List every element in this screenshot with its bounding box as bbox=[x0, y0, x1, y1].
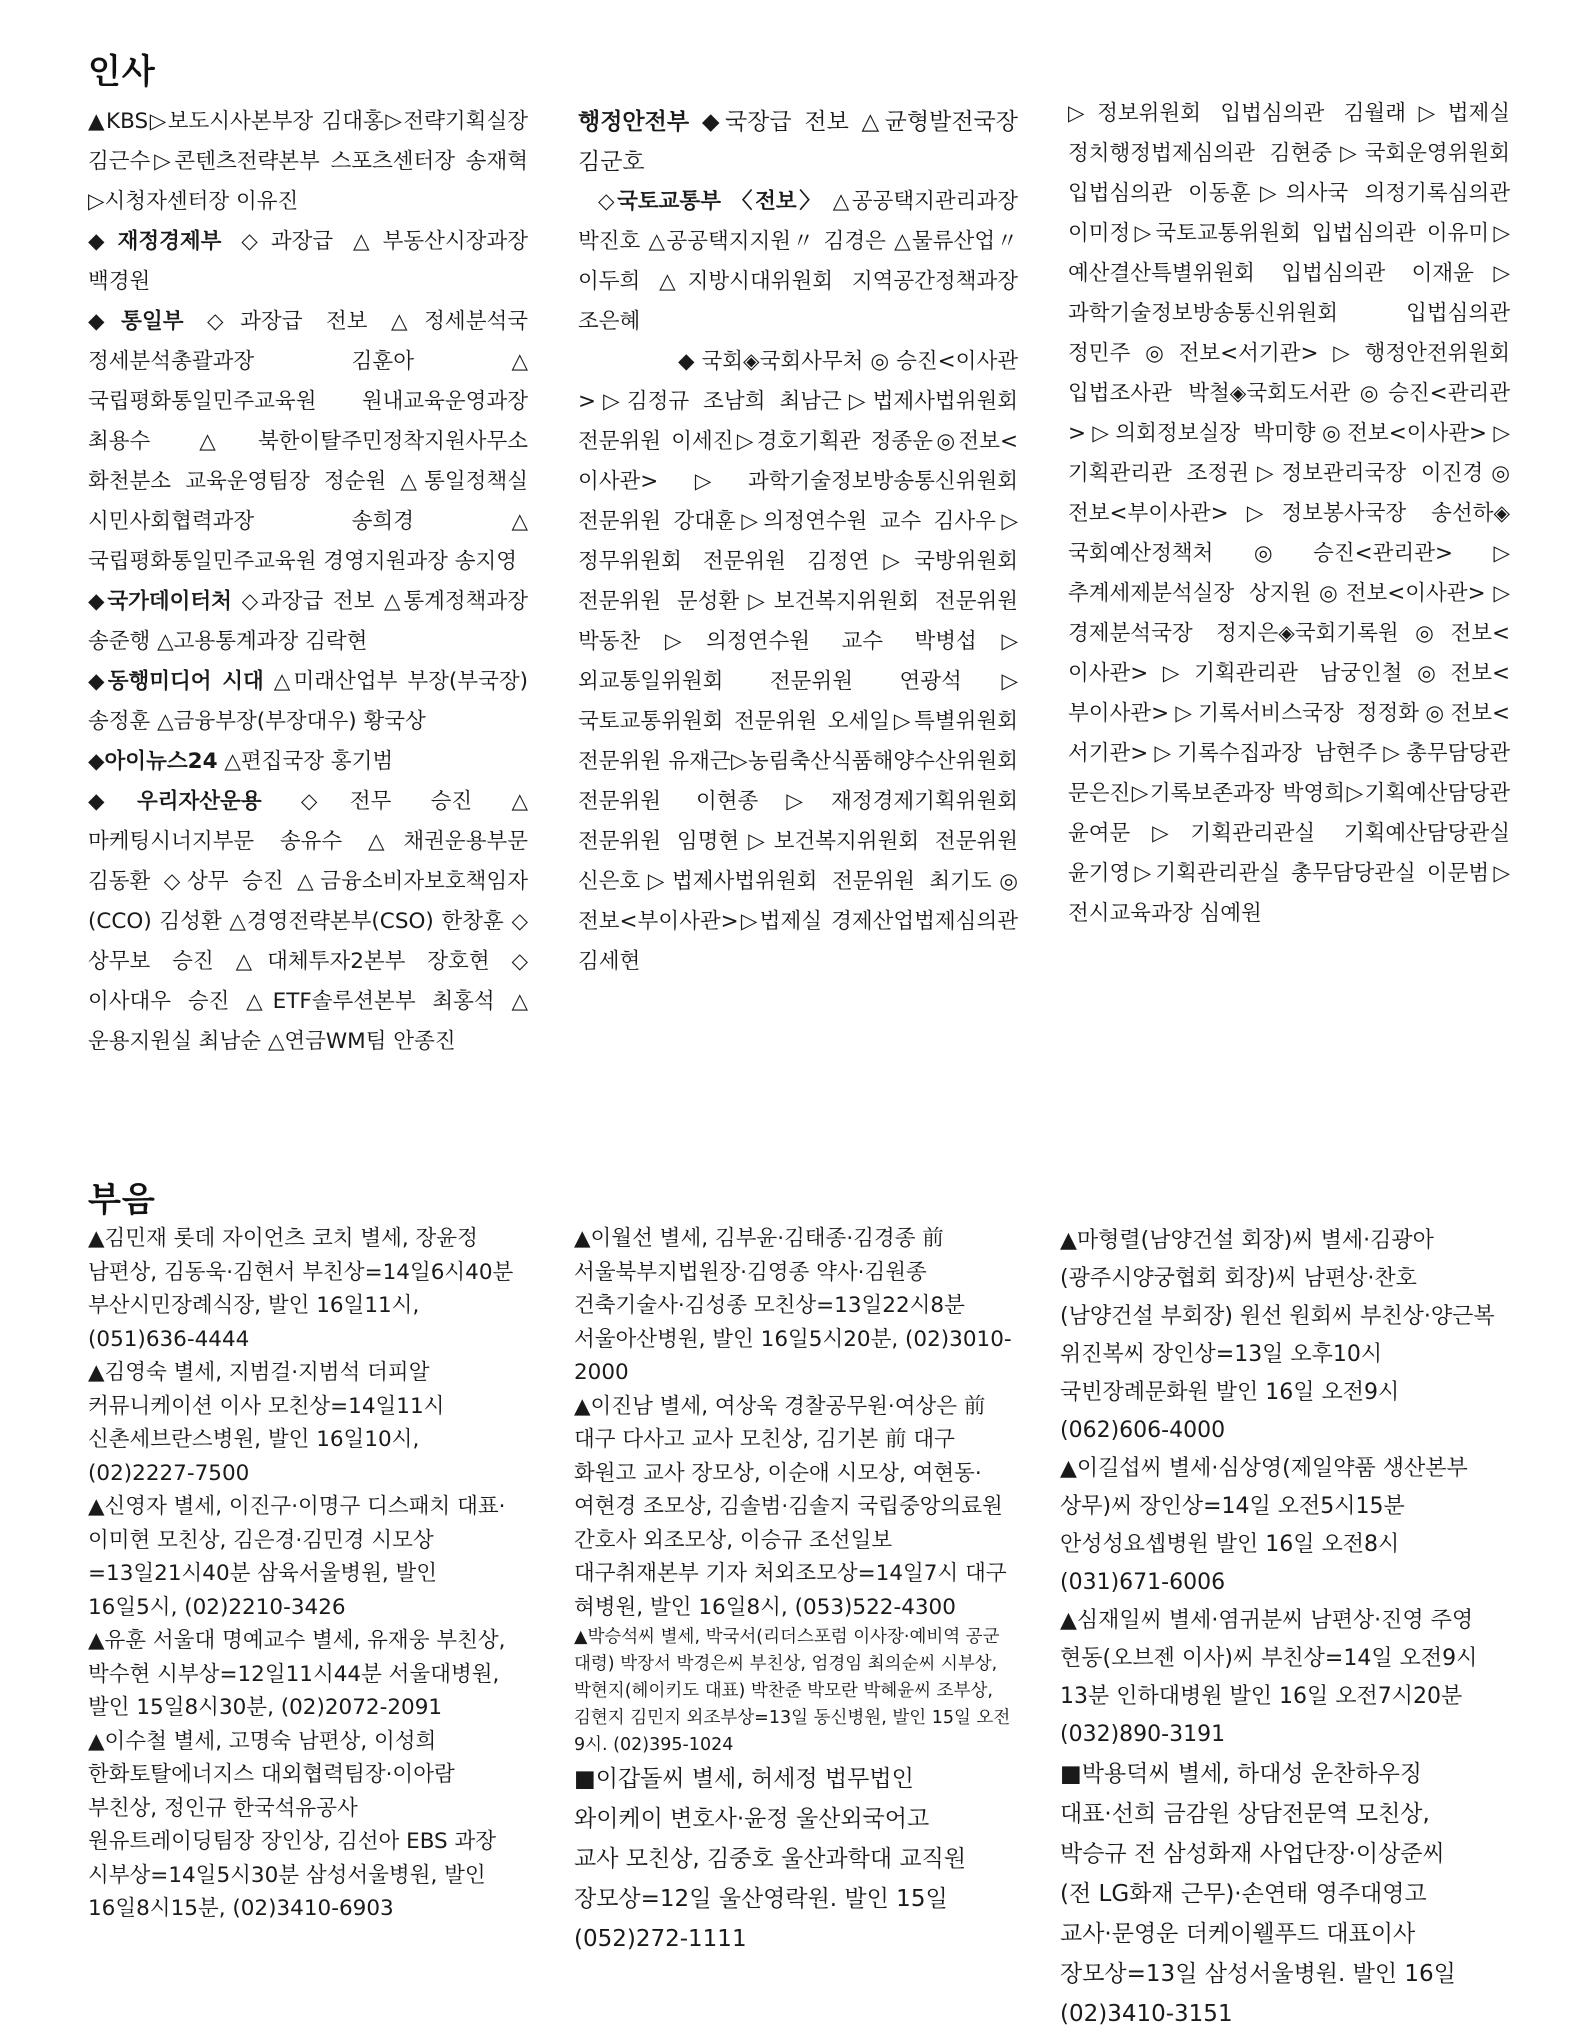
obituary-entry: ■박용덕씨 별세, 하대성 운찬하우징 대표·선희 금감원 상담전문역 모친상, 박승규 전 삼성화재 사업단장·이상준씨(전 LG화재 근무)·손연태 영주대영고 교사·문영운 더케이웰푸드 대표이사 장모상=13일 삼성서울병원. 발인 16일 (02)3410-3151 bbox=[1060, 1761, 1456, 2027]
entry-text: ◆국회◈국회사무처◎승진<이사관>▷김정규 조남희 최남근▷법제사법위원회 전문위원 이세진▷경호기획관 정종운◎전보<이사관>▷과학기술정보방송통신위원회 전문위원 강대훈▷의정연수원 교수 김사우▷정무위원회 전문위원 김정연▷국방위원회 전문위원 문성환▷보건복지위원회 전문위원 박동찬▷의정연수원 교수 박병섭▷외교통일위원회 전문위원 연광석▷국토교통위원회 전문위원 오세일▷특별위원회 전문위원 유재근▷농림축산식품해양수산위원회 전문위원 이현종▷재정경제기획위원회 전문위원 임명현▷보건복지위원회 전문위원 신은호▷법제사법위원회 전문위원 최기도◎전보<부이사관>▷법제실 경제산업법제심의관 김세현 bbox=[578, 349, 1018, 974]
obituary-column-3 bbox=[1060, 1222, 1500, 2034]
personnel-column-3 bbox=[1068, 94, 1510, 934]
entry-heading: ◆우리자산운용 bbox=[88, 789, 262, 814]
personnel-entry bbox=[88, 102, 528, 222]
obituary-entry: ■이갑돌씨 별세, 허세정 법무법인 와이케이 변호사·윤정 울산외국어고 교사 모친상, 김중호 울산과학대 교직원 장모상=12일 울산영락원. 발인 15일 (052)272-1111 bbox=[574, 1766, 967, 1952]
obituary-column-2 bbox=[574, 1222, 1014, 1959]
obituary-column-1 bbox=[88, 1222, 528, 1926]
entry-text: ◇과장급 전보 △정세분석국 정세분석총괄과장 김훈아 △국립평화통일민주교육원 원내교육운영과장 최용수 △북한이탈주민정착지원사무소 화천분소 교육운영팀장 정순원 △통일정책실 시민사회협력과장 송희경 △국립평화통일민주교육원 경영지원과장 송지영 bbox=[88, 309, 529, 574]
personnel-entry bbox=[88, 302, 528, 582]
personnel-entry bbox=[578, 182, 1018, 342]
personnel-entry bbox=[88, 662, 528, 742]
personnel-column-1 bbox=[88, 102, 528, 1062]
obituary-entry: ▲이월선 별세, 김부윤·김태종·김경종 前 서울북부지법원장·김영종 약사·김원종 건축기술사·김성종 모친상=13일22시8분 서울아산병원, 발인 16일5시20분, (02)3010-2000 bbox=[574, 1226, 1012, 1385]
personnel-entry bbox=[88, 742, 528, 782]
personnel-entry bbox=[1068, 94, 1510, 934]
entry-heading: ◆재정경제부 bbox=[88, 229, 222, 254]
entry-text: ◇전무 승진 △마케팅시너지부문 송유수 △채권운용부문 김동환 ◇상무 승진 △금융소비자보호책임자(CCO) 김성환 △경영전략본부(CSO) 한창훈 ◇상무보 승진 △대체투자2본부 장호현 ◇이사대우 승진 △ETF솔루션본부 최홍석 △운용지원실 최남순 △연금WM팀 안종진 bbox=[88, 789, 528, 1054]
entry-text: △미래산업부 부장(부국장) 송정훈 △금융부장(부장대우) 황국상 bbox=[88, 669, 529, 734]
entry-text: △편집국장 홍기범 bbox=[217, 749, 394, 774]
obituary-entry: ▲유훈 서울대 명예교수 별세, 유재웅 부친상, 박수현 시부상=12일11시44분 서울대병원, 발인 15일8시30분, (02)2072-2091 bbox=[88, 1628, 506, 1720]
obituary-entry: ▲마형렬(남양건설 회장)씨 별세·김광아(광주시양궁협회 회장)씨 남편상·찬호(남양건설 부회장) 원선 원회씨 부친상·양근복 위진복씨 장인상=13일 오후10시 국빈장례문화원 발인 16일 오전9시 (062)606-4000 bbox=[1060, 1228, 1495, 1443]
personnel-entry bbox=[88, 222, 528, 302]
entry-heading: 행정안전부 bbox=[578, 109, 690, 135]
obituary-entry: ▲이진남 별세, 여상욱 경찰공무원·여상은 前 대구 다사고 교사 모친상, 김기본 前 대구 화원고 교사 장모상, 이순애 시모상, 여현동·여현경 조모상, 김솔범·김솔지 국립중앙의료원 간호사 외조모상, 이승규 조선일보 대구취재본부 기자 처외조모상=14일7시 대구 혀병원, 발인 16일8시, (053)522-4300 bbox=[574, 1393, 1007, 1620]
obituary-entry: ▲김영숙 별세, 지범걸·지범석 더피알 커뮤니케이션 이사 모친상=14일11시 신촌세브란스병원, 발인 16일10시, (02)2227-7500 bbox=[88, 1360, 445, 1486]
obituary-entry: ▲이길섭씨 별세·심상영(제일약품 생산본부 상무)씨 장인상=14일 오전5시15분 안성성요셉병원 발인 16일 오전8시 (031)671-6006 bbox=[1060, 1456, 1468, 1595]
obituary-entry: ▲박승석씨 별세, 박국서(리더스포럼 이사장·예비역 공군 대령) 박장서 박경은씨 부친상, 엄경임 최의순씨 시부상, 박현지(헤이키도 대표) 박찬준 박모란 박혜윤씨 조부상, 김현지 김민지 외조부상=13일 동신병원, 발인 15일 오전 9시. (02)395-1024 bbox=[574, 1627, 1011, 1755]
entry-text: ▲KBS▷보도시사본부장 김대홍▷전략기획실장 김근수▷콘텐츠전략본부 스포츠센터장 송재혁▷시청자센터장 이유진 bbox=[88, 109, 528, 214]
entry-heading: ◆동행미디어 시대 bbox=[88, 669, 264, 694]
personnel-entry bbox=[578, 102, 1018, 182]
section-title-obituaries: 부음 bbox=[88, 1180, 156, 1220]
entry-heading: ◆국가데이터처 bbox=[88, 589, 232, 614]
entry-text: ◇과장급 전보 △통계정책과장 송준행 △고용통계과장 김락현 bbox=[88, 589, 528, 654]
obituary-entry: ▲김민재 롯데 자이언츠 코치 별세, 장윤정 남편상, 김동욱·김현서 부친상=14일6시40분 부산시민장례식장, 발인 16일11시, (051)636-4444 bbox=[88, 1226, 514, 1352]
entry-text: ◆국장급 전보 △균형발전국장 김군호 bbox=[578, 109, 1018, 175]
personnel-column-2 bbox=[578, 102, 1018, 982]
personnel-entry bbox=[88, 582, 528, 662]
entry-text: ▷정보위원회 입법심의관 김월래▷법제실 정치행정법제심의관 김현중▷국회운영위원회 입법심의관 이동훈▷의사국 의정기록심의관 이미정▷국토교통위원회 입법심의관 이유미▷예산결산특별위원회 입법심의관 이재윤▷과학기술정보방송통신위원회 입법심의관 정민주◎전보<서기관>▷행정안전위원회 입법조사관 박철◈국회도서관◎승진<관리관>▷의회정보실장 박미향◎전보<이사관>▷기획관리관 조정권▷정보관리국장 이진경◎전보<부이사관>▷정보봉사국장 송선하◈국회예산정책처◎승진<관리관>▷추계세제분석실장 상지원◎전보<이사관>▷경제분석국장 정지은◈국회기록원◎전보<이사관>▷기획관리관 남궁인철◎전보<부이사관>▷기록서비스국장 정정화◎전보<서기관>▷기록수집과장 남현주▷총무담당관 문은진▷기록보존과장 박영희▷기획예산담당관 윤여문▷기획관리관실 기획예산담당관실 윤기영▷기획관리관실 총무담당관실 이문범▷전시교육과장 심예원 bbox=[1068, 101, 1510, 926]
entry-heading: ◆통일부 bbox=[88, 309, 184, 334]
personnel-entry bbox=[88, 782, 528, 1062]
entry-text: ◇과장급 △부동산시장과장 백경원 bbox=[88, 229, 528, 294]
obituary-entry: ▲이수철 별세, 고명숙 남편상, 이성희 한화토탈에너지스 대외협력팀장·이아람 부친상, 정인규 한국석유공사 원유트레이딩팀장 장인상, 김선아 EBS 과장 시부상=14일5시30분 삼성서울병원, 발인 16일8시15분, (02)3410-6903 bbox=[88, 1728, 497, 1921]
obituary-entry: ▲신영자 별세, 이진구·이명구 디스패치 대표·이미현 모친상, 김은경·김민경 시모상=13일21시40분 삼육서울병원, 발인 16일5시, (02)2210-3426 bbox=[88, 1494, 506, 1620]
entry-heading: ◇국토교통부 〈전보〉 bbox=[598, 189, 824, 214]
personnel-entry bbox=[578, 342, 1018, 982]
section-title-personnel: 인사 bbox=[88, 52, 156, 92]
obituary-entry: ▲심재일씨 별세·염귀분씨 남편상·진영 주영 현동(오브젠 이사)씨 부친상=14일 오전9시 13분 인하대병원 발인 16일 오전7시20분 (032)890-3191 bbox=[1060, 1608, 1478, 1747]
entry-text: △공공택지관리과장 박진호 △공공택지지원〃 김경은 △물류산업〃 이두희 △지방시대위원회 지역공간정책과장 조은혜 bbox=[578, 189, 1018, 334]
entry-heading: ◆아이뉴스24 bbox=[88, 749, 218, 774]
